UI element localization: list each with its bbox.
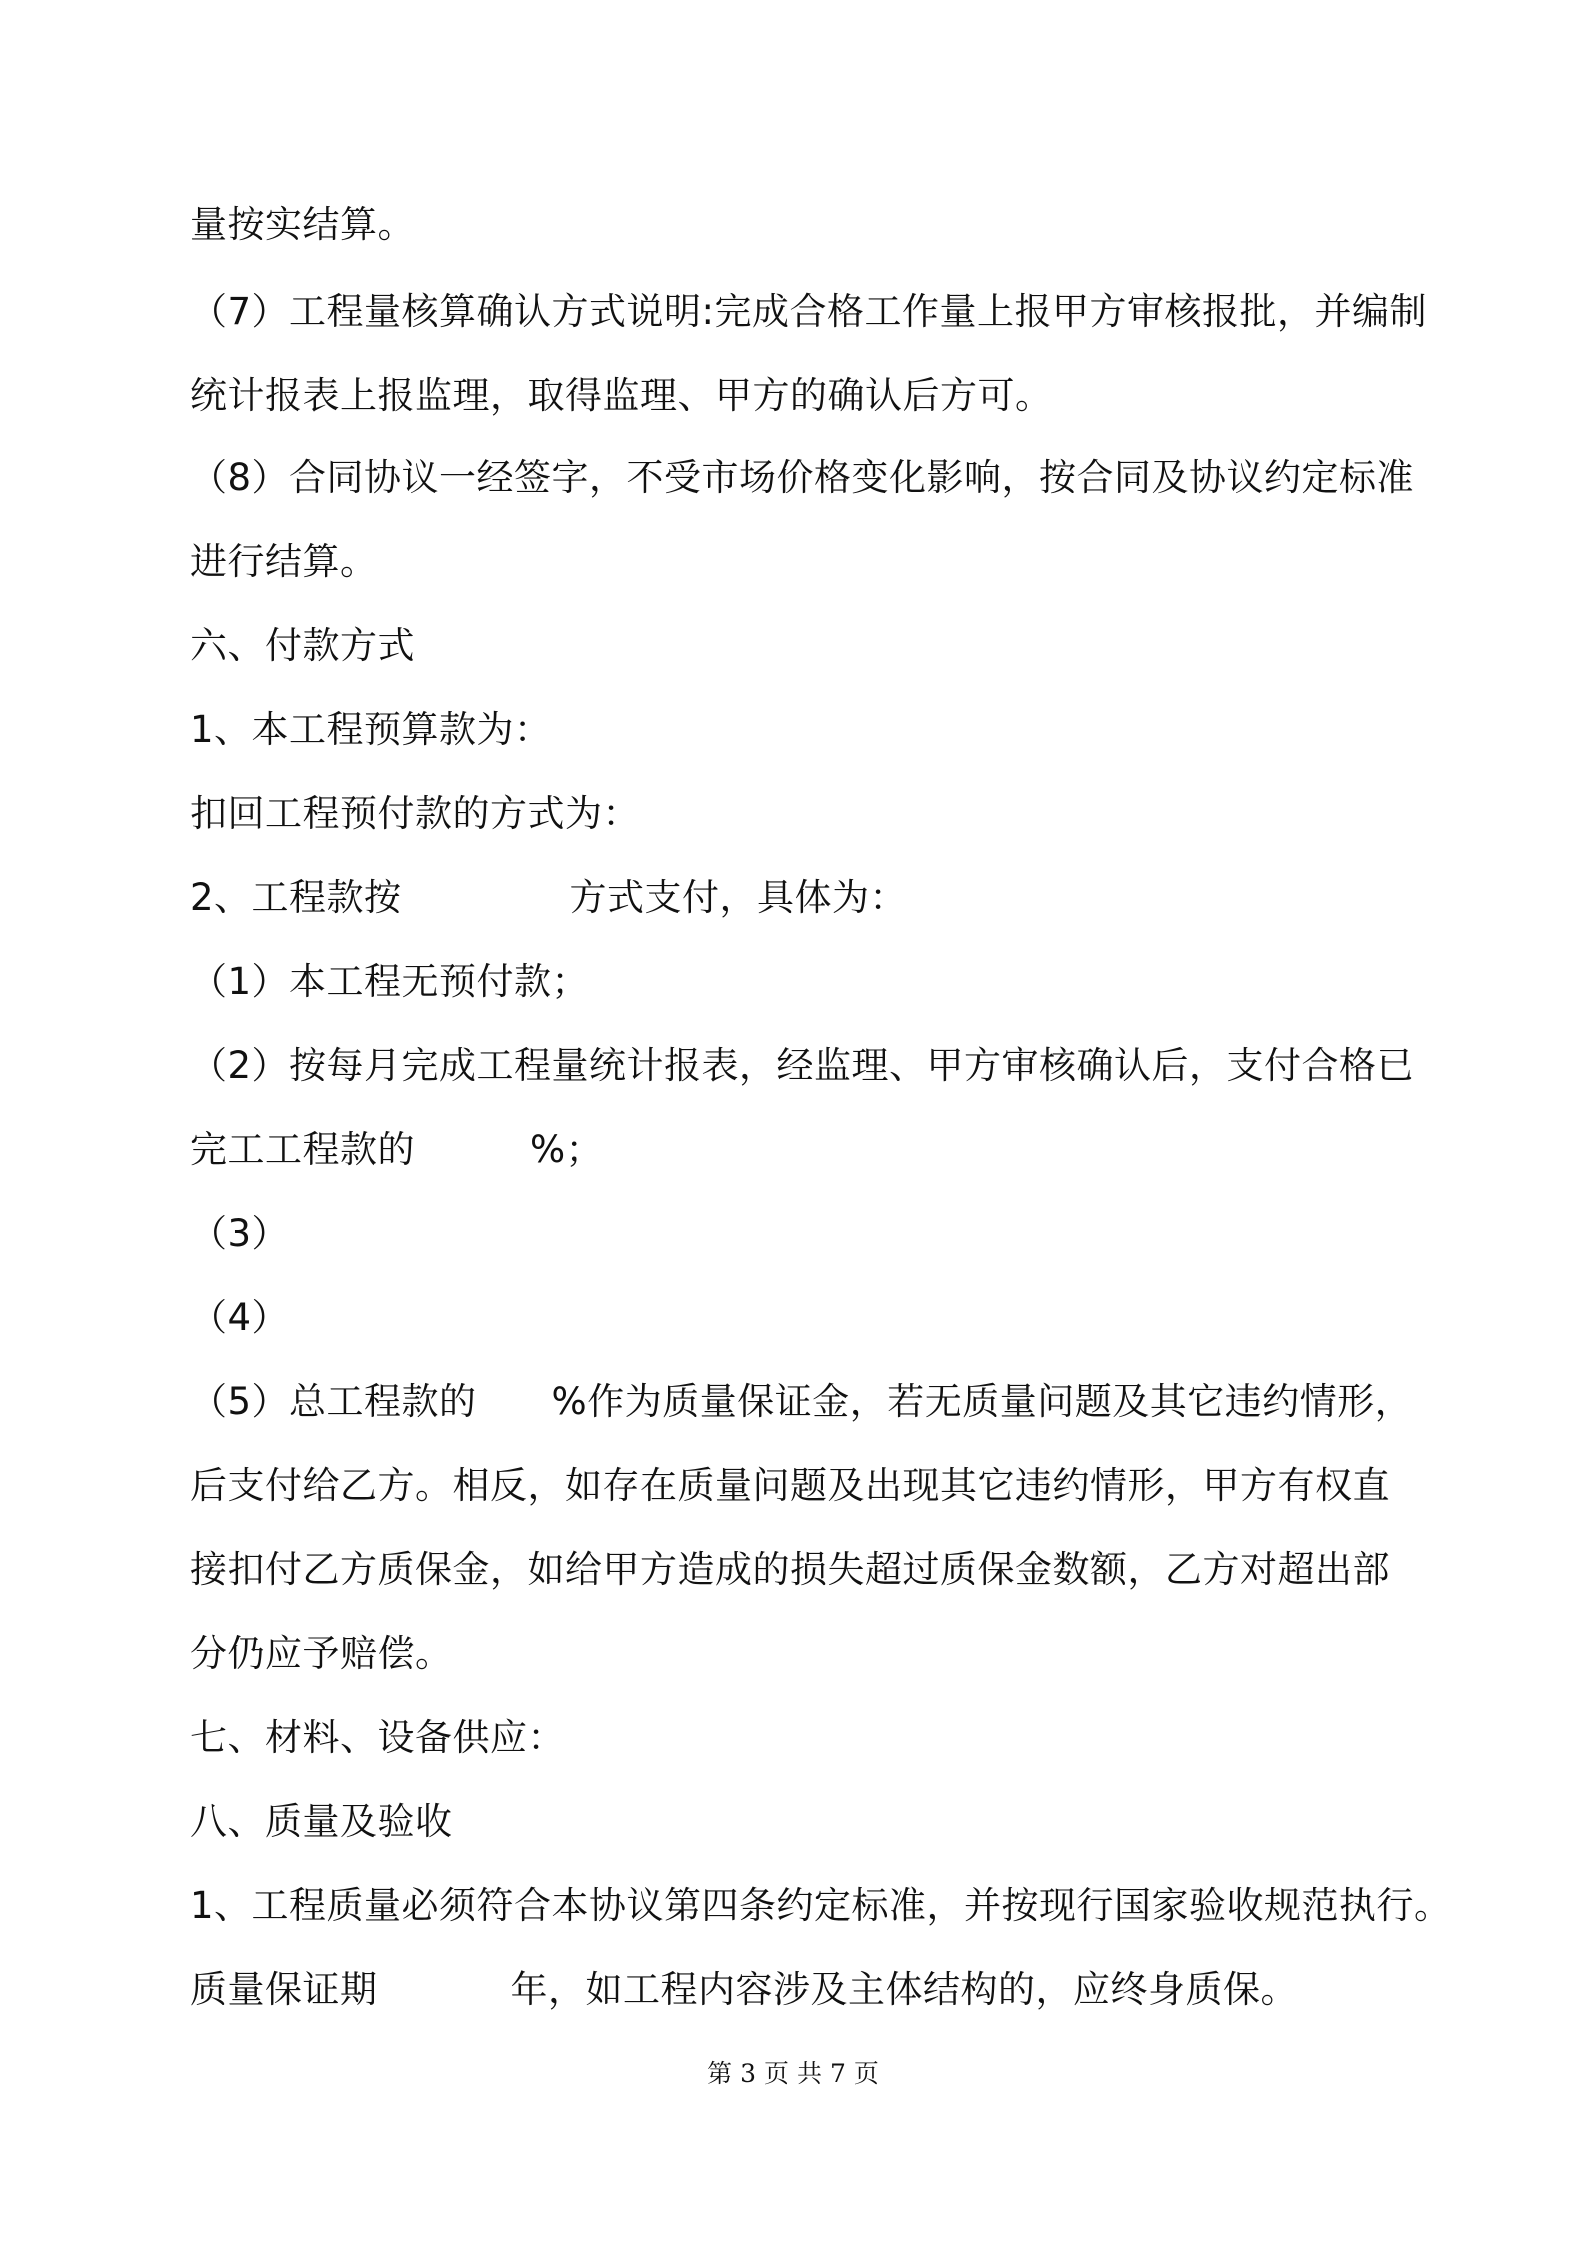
footer-total-pages: 7 [829, 2059, 846, 2088]
text-line: （3） [190, 1212, 290, 1255]
text-line: 1、本工程预算款为： [190, 708, 552, 751]
text-line: 分仍应予赔偿。 [190, 1632, 453, 1675]
text-line: 1、工程质量必须符合本协议第四条约定标准，并按现行国家验收规范执行。 [190, 1884, 1452, 1927]
text-line: （4） [190, 1296, 290, 1339]
text-line: 后支付给乙方。相反，如存在质量问题及出现其它违约情形，甲方有权直 [190, 1464, 1390, 1507]
text-line: 2、工程款按 方式支付，具体为： [190, 876, 908, 919]
text-line: 质量保证期 年，如工程内容涉及主体结构的，应终身质保。 [190, 1968, 1298, 2011]
page-footer [0, 2057, 1586, 2091]
footer-text-after: 页 [853, 2059, 879, 2088]
footer-current-page: 3 [740, 2059, 757, 2088]
text-line: （1）本工程无预付款； [190, 960, 590, 1003]
section-heading: 六、付款方式 [190, 624, 415, 667]
text-line: 完工工程款的 %； [190, 1128, 604, 1171]
text-line: 进行结算。 [190, 540, 378, 583]
text-line: 量按实结算。 [190, 203, 415, 246]
section-heading: 七、材料、设备供应： [190, 1716, 565, 1759]
footer-text-middle: 页 共 [764, 2059, 822, 2088]
text-line: 统计报表上报监理，取得监理、甲方的确认后方可。 [190, 374, 1053, 417]
text-line: 扣回工程预付款的方式为： [190, 792, 640, 835]
text-line: （7）工程量核算确认方式说明:完成合格工作量上报甲方审核报批，并编制 [190, 290, 1428, 333]
footer-text-before: 第 [707, 2059, 733, 2088]
text-line: 接扣付乙方质保金，如给甲方造成的损失超过质保金数额，乙方对超出部 [190, 1548, 1390, 1591]
text-line: （8）合同协议一经签字，不受市场价格变化影响，按合同及协议约定标准 [190, 456, 1415, 499]
section-heading: 八、质量及验收 [190, 1800, 453, 1843]
text-line: （5）总工程款的 %作为质量保证金，若无质量问题及其它违约情形， [190, 1380, 1413, 1423]
text-line: （2）按每月完成工程量统计报表，经监理、甲方审核确认后，支付合格已 [190, 1044, 1415, 1087]
